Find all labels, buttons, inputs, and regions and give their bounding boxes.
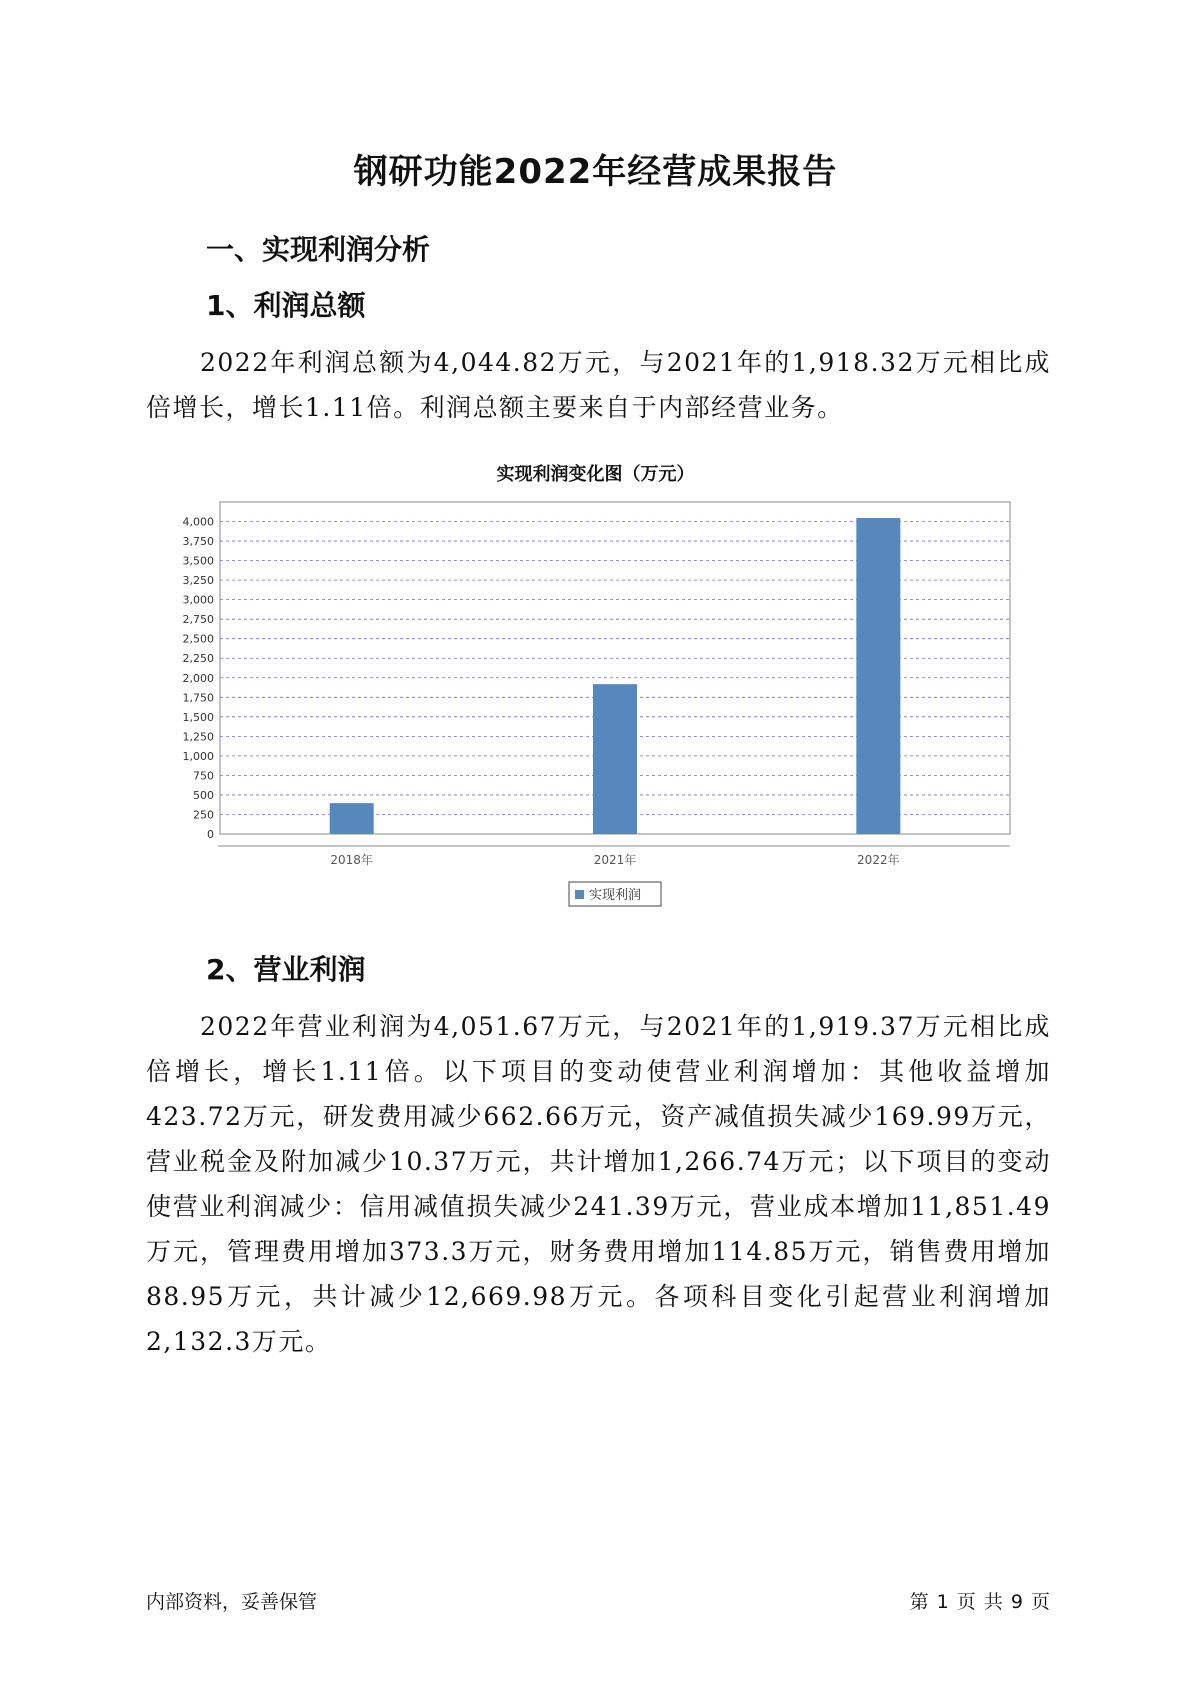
chart-title: 实现利润变化图（万元）: [496, 464, 695, 485]
y-tick-label: 3,250: [182, 574, 214, 588]
footer-confidential-note: 内部资料，妥善保管: [146, 1591, 318, 1613]
y-tick-label: 2,250: [182, 652, 214, 666]
bar-1: [330, 803, 374, 834]
y-tick-label: 250: [193, 808, 214, 822]
paragraph-operating-profit: 2022年营业利润为4,051.67万元，与2021年的1,919.37万元相比成倍增长，增长1.11倍。以下项目的变动使营业利润增加：其他收益增加423.72万元，研发费用减少662.66万元，资产减值损失减少169.99万元，营业税金及附加减少10.37万元，共计增加1,266.74万元；以下项目的变动使营业利润减少：信用减值损失减少241.39万元，营业成本增加11,851.49万元，管理费用增加373.3万元，财务费用增加114.85万元，销售费用增加88.95万元，共计减少12,669.98万元。各项科目变化引起营业利润增加2,132.3万元。: [146, 1012, 1051, 1356]
profit-bar-chart: [150, 490, 1030, 910]
y-tick-label: 500: [193, 788, 214, 802]
y-tick-label: 750: [193, 769, 214, 783]
legend-label: 实现利润: [589, 888, 642, 903]
y-tick-label: 3,000: [182, 593, 214, 607]
subheading-total-profit: 1、利润总额: [206, 289, 366, 322]
y-tick-label: 4,000: [182, 515, 214, 529]
y-tick-label: 1,750: [182, 691, 214, 705]
bar-3: [856, 518, 900, 834]
y-tick-label: 3,750: [182, 535, 214, 549]
subheading-operating-profit: 2、营业利润: [206, 953, 366, 986]
y-tick-label: 1,000: [182, 749, 214, 763]
y-tick-label: 1,250: [182, 730, 214, 744]
legend-swatch: [575, 890, 584, 899]
y-tick-label: 2,750: [182, 613, 214, 627]
section-heading-profit-analysis: 一、实现利润分析: [206, 233, 431, 266]
paragraph-total-profit: 2022年利润总额为4,044.82万元，与2021年的1,918.32万元相比成倍增长，增长1.11倍。利润总额主要来自于内部经营业务。: [146, 348, 1051, 422]
x-tick-label: 2018年: [330, 853, 373, 867]
y-tick-label: 0: [207, 828, 214, 841]
y-tick-label: 1,500: [182, 710, 214, 724]
x-tick-label: 2021年: [593, 853, 637, 867]
y-tick-label: 3,500: [182, 554, 214, 568]
y-tick-label: 2,500: [182, 632, 214, 646]
report-title: 钢研功能2022年经营成果报告: [353, 152, 838, 192]
x-tick-label: 2022年: [857, 853, 900, 867]
bar-2: [593, 684, 637, 834]
y-tick-label: 2,000: [182, 671, 214, 685]
footer-page-number: 第 1 页 共 9 页: [909, 1591, 1051, 1613]
